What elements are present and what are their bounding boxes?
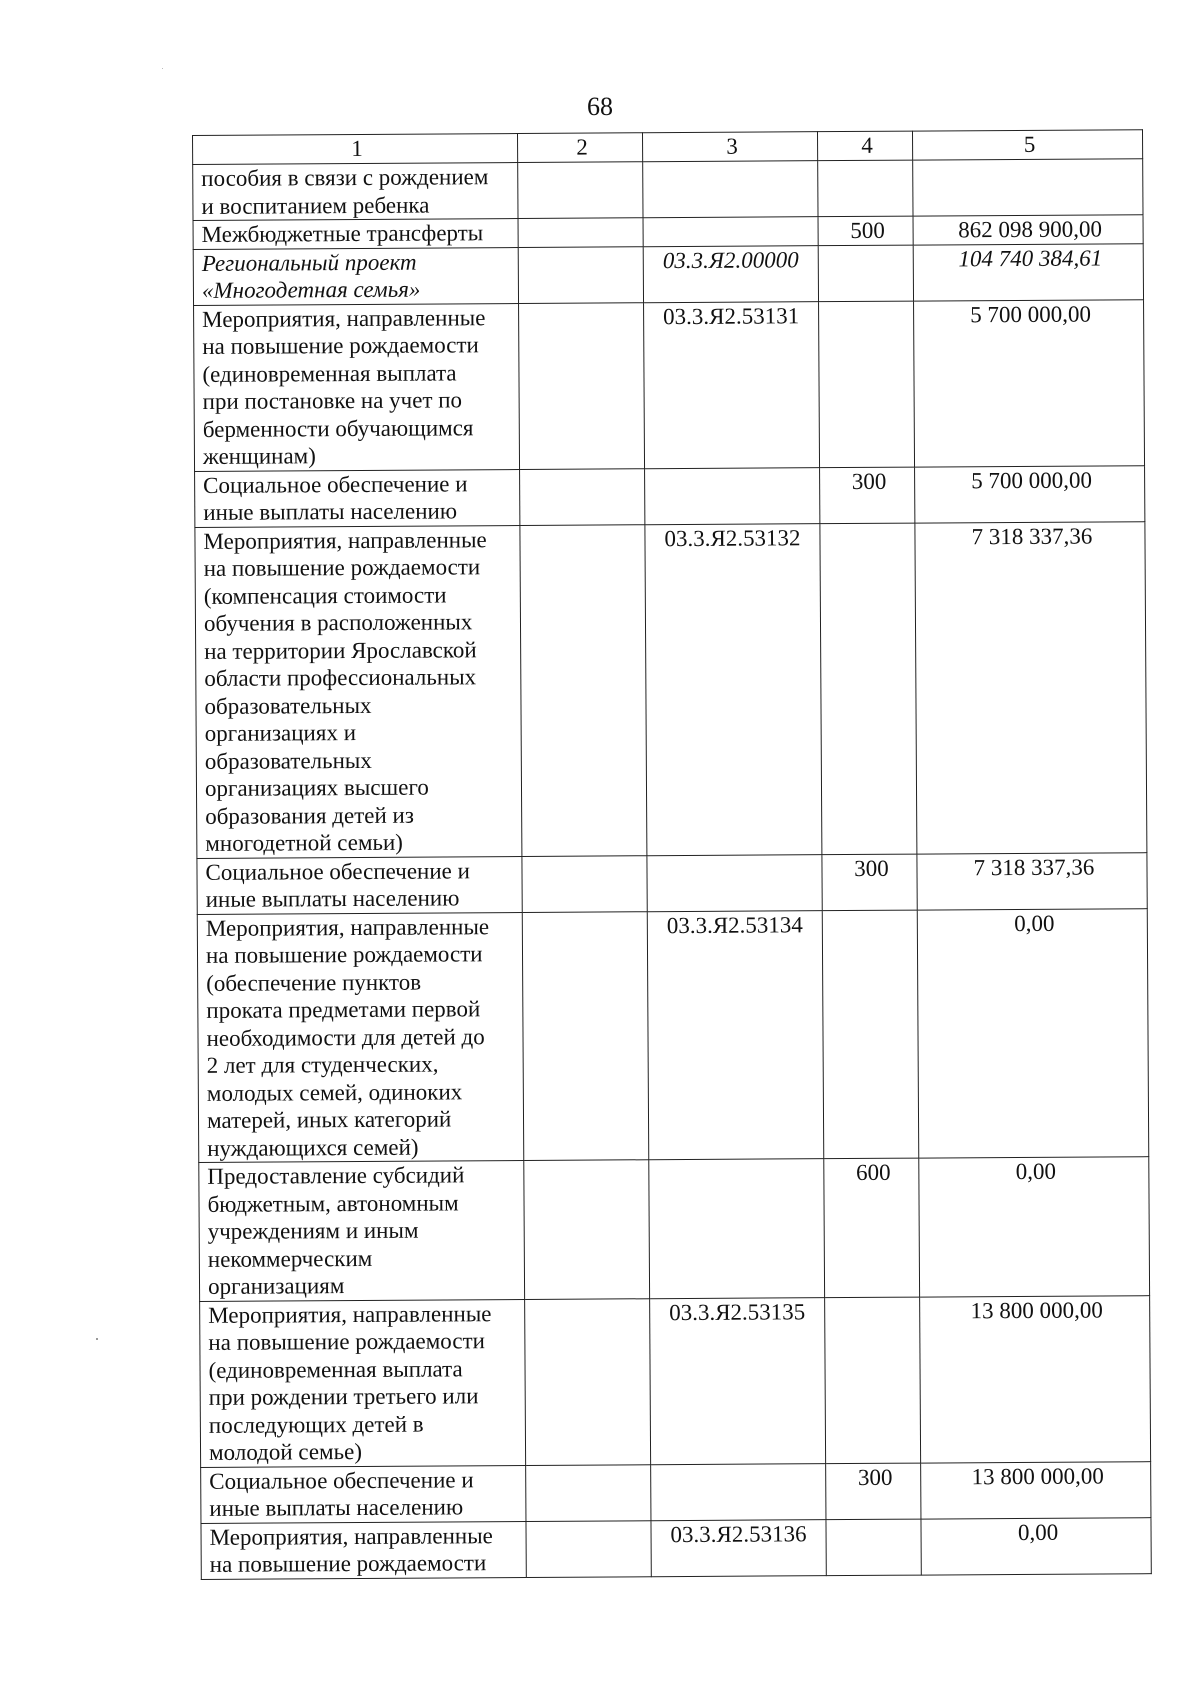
row-name-cell	[197, 856, 522, 914]
row-name-cell	[194, 303, 520, 471]
row-col2-cell	[518, 246, 643, 303]
row-amount-cell	[914, 299, 1145, 466]
row-type-cell	[822, 854, 917, 911]
page-number: 68	[587, 92, 613, 121]
header-cell-2: 2	[517, 133, 642, 163]
table-body	[193, 130, 1152, 1579]
row-amount-cell	[915, 521, 1147, 853]
row-amount-cell-text: 5 700 000,00	[971, 467, 1093, 493]
row-amount-cell-text: 0,00	[1014, 910, 1055, 936]
row-col2-cell-text	[527, 303, 639, 304]
row-col2-cell	[518, 162, 643, 219]
table-row	[193, 159, 1143, 221]
row-name-cell-text: пособия в связи с рождением и воспитанием ребенка	[201, 164, 489, 219]
row-col2-cell	[524, 1160, 650, 1299]
row-type-cell-text	[826, 161, 908, 162]
row-name-cell	[199, 1160, 525, 1300]
row-col2-cell	[522, 855, 647, 912]
row-col2-cell-text	[528, 525, 640, 526]
row-amount-cell	[915, 465, 1145, 522]
table-row	[195, 521, 1147, 858]
row-name-cell	[195, 469, 520, 527]
row-code-cell-text	[645, 161, 815, 162]
row-col2-cell	[522, 911, 649, 1160]
row-code-cell	[643, 217, 818, 247]
row-code-cell-text: 03.3.Я2.53131	[662, 302, 800, 329]
row-name-cell-text: Межбюджетные трансферты	[201, 220, 484, 247]
row-col2-cell	[518, 218, 643, 247]
row-type-cell	[822, 910, 919, 1159]
row-amount-cell-text: 5 700 000,00	[970, 301, 1092, 327]
row-type-cell-text: 600	[856, 1159, 891, 1185]
row-type-cell	[826, 1463, 921, 1520]
row-type-cell-text	[828, 523, 910, 524]
table-row	[197, 908, 1149, 1162]
row-amount-cell-text: 7 318 337,36	[971, 523, 1093, 549]
row-type-cell	[818, 216, 913, 245]
row-type-cell-text: 300	[851, 468, 887, 494]
row-col2-cell-text	[528, 469, 640, 470]
row-type-cell	[820, 467, 915, 524]
row-amount-cell	[921, 1517, 1151, 1574]
row-name-cell	[201, 1465, 526, 1523]
row-code-cell	[643, 161, 818, 218]
row-type-cell	[818, 245, 913, 302]
row-type-cell	[825, 1297, 921, 1464]
row-name-cell-text: Социальное обеспечение и иные выплаты населению	[205, 857, 470, 912]
row-code-cell-text	[651, 1159, 821, 1160]
row-col2-cell-text	[526, 162, 638, 163]
row-col2-cell-text	[534, 1521, 646, 1522]
row-type-cell	[824, 1158, 920, 1297]
row-type-cell	[819, 301, 915, 468]
scan-artifact-dot	[96, 1338, 98, 1340]
row-code-cell-text	[649, 855, 819, 856]
row-type-cell-text	[827, 245, 909, 246]
row-col2-cell-text	[527, 247, 639, 248]
row-name-cell-text: Предоставление субсидий бюджетным, автономным учреждениям и иным некоммерческим организациям	[207, 1162, 465, 1299]
row-name-cell	[201, 1521, 526, 1579]
header-cell-1: 1	[193, 134, 518, 165]
row-name-cell	[193, 219, 518, 249]
row-name-cell	[200, 1299, 526, 1467]
row-type-cell-text	[833, 1297, 915, 1298]
table-row	[201, 1517, 1151, 1579]
row-amount-cell-text: 862 098 900,00	[958, 216, 1103, 243]
table-row	[200, 1295, 1151, 1467]
row-name-cell-text: Мероприятия, направленные на повышение рождаемости (компенсация стоимости обучения в расположенных на территории Ярославской области профессиональных образовательных организациях и образовательных организациях высшего образования детей из многодетной семьи)	[203, 526, 487, 856]
row-amount-cell-text: 13 800 000,00	[971, 1462, 1104, 1489]
row-amount-cell	[913, 243, 1143, 300]
row-code-cell	[644, 301, 820, 468]
row-code-cell	[651, 1463, 826, 1520]
row-type-cell-text: 300	[854, 855, 889, 881]
header-cell-3: 3	[642, 132, 817, 162]
row-amount-cell	[917, 908, 1149, 1158]
row-type-cell-text	[827, 301, 909, 302]
row-type-cell-text	[834, 1519, 916, 1520]
row-col2-cell	[526, 1520, 651, 1577]
row-amount-cell-text: 13 800 000,00	[970, 1296, 1103, 1323]
row-code-cell	[645, 523, 822, 855]
table-row	[199, 1157, 1150, 1301]
row-amount-cell	[920, 1295, 1151, 1462]
row-code-cell	[649, 1159, 825, 1299]
row-name-cell	[195, 525, 522, 858]
row-col2-cell-text	[534, 1465, 646, 1466]
row-col2-cell	[526, 1464, 651, 1521]
row-name-cell-text: Региональный проект «Многодетная семья»	[201, 249, 421, 303]
table-row	[197, 852, 1147, 914]
row-code-cell-text: 03.3.Я2.53134	[666, 911, 803, 938]
row-code-cell-text: 03.3.Я2.00000	[662, 246, 799, 273]
row-type-cell-text: 500	[850, 217, 885, 243]
row-code-cell-text: 03.3.Я2.53132	[664, 524, 801, 551]
row-code-cell-text	[653, 1464, 823, 1465]
table-row	[193, 243, 1143, 305]
row-name-cell-text: Мероприятия, направленные на повышение рождаемости	[209, 1522, 493, 1577]
row-amount-cell-text: 0,00	[1015, 1158, 1057, 1184]
row-name-cell-text: Мероприятия, направленные на повышение рождаемости (единовременная выплата при постановке на учет по берменности обучающимся женщинам)	[202, 304, 486, 469]
row-code-cell-text	[647, 468, 817, 469]
row-code-cell-text: 03.3.Я2.53136	[670, 1520, 807, 1547]
row-code-cell-text	[646, 217, 816, 218]
row-amount-cell-text: 104 740 384,61	[958, 244, 1103, 271]
row-col2-cell-text	[530, 856, 642, 857]
row-name-cell	[193, 163, 518, 221]
row-amount-cell	[921, 1461, 1151, 1518]
row-name-cell-text: Мероприятия, направленные на повышение рождаемости (обеспечение пунктов проката предметами первой необходимости для детей до 2 лет для студенческих, молодых семей, одиноких матерей, иных категорий нуждающихся семей)	[205, 913, 490, 1161]
row-col2-cell	[525, 1298, 651, 1465]
row-type-cell	[818, 160, 913, 217]
row-code-cell	[651, 1519, 826, 1576]
row-col2-cell-text	[533, 1299, 645, 1300]
row-code-cell	[643, 245, 818, 302]
row-code-cell	[650, 1297, 826, 1464]
row-code-cell	[645, 467, 820, 524]
row-amount-cell	[913, 215, 1143, 245]
row-type-cell-text: 300	[857, 1464, 893, 1490]
header-cell-4: 4	[817, 131, 912, 161]
row-name-cell	[197, 912, 524, 1162]
row-amount-cell	[913, 159, 1143, 216]
row-code-cell-text: 03.3.Я2.53135	[669, 1298, 806, 1325]
row-col2-cell	[519, 302, 645, 469]
table-row	[201, 1461, 1151, 1523]
row-type-cell	[826, 1519, 921, 1576]
row-col2-cell-text	[527, 218, 639, 219]
row-col2-cell-text	[531, 912, 643, 913]
table-row	[194, 299, 1145, 471]
row-amount-cell-text: 0,00	[1017, 1519, 1059, 1545]
budget-table	[192, 129, 1152, 1579]
row-amount-cell	[919, 1157, 1150, 1297]
row-col2-cell-text	[532, 1160, 644, 1161]
row-amount-cell-text: 7 318 337,36	[973, 854, 1095, 880]
row-name-cell-text: Мероприятия, направленные на повышение рождаемости (единовременная выплата при рождении третьего или последующих детей в молодой семье)	[208, 1300, 492, 1465]
row-amount-cell-text	[921, 159, 1138, 160]
row-name-cell	[193, 247, 518, 305]
table-row	[195, 465, 1145, 527]
header-cell-5: 5	[912, 130, 1142, 160]
row-amount-cell	[917, 852, 1147, 909]
row-col2-cell	[520, 468, 645, 525]
row-type-cell-text	[831, 910, 913, 911]
row-code-cell	[647, 910, 824, 1160]
row-col2-cell	[520, 524, 647, 856]
scan-artifact-dot	[162, 68, 163, 69]
row-name-cell-text: Социальное обеспечение и иные выплаты населению	[203, 470, 468, 525]
row-name-cell-text: Социальное обеспечение и иные выплаты населению	[209, 1466, 474, 1521]
row-type-cell	[820, 523, 917, 855]
row-code-cell	[647, 854, 822, 911]
